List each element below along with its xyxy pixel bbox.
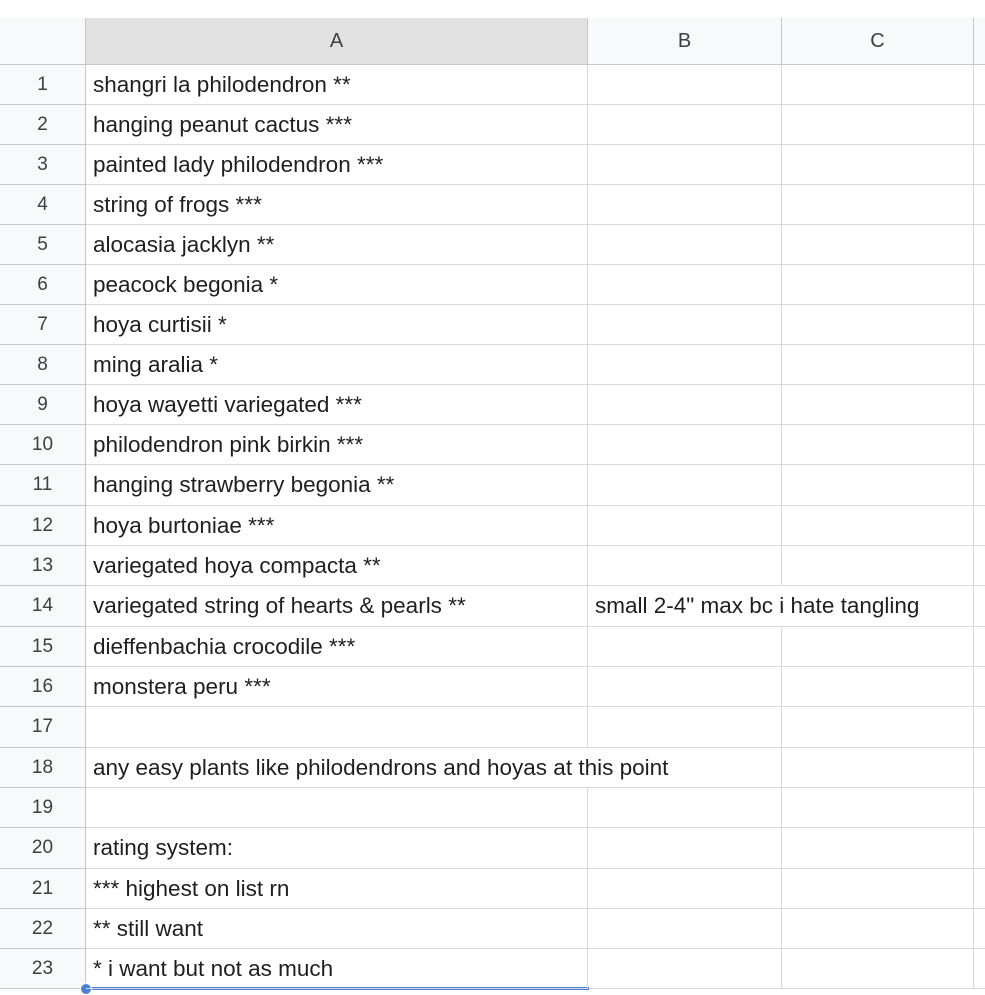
row-header[interactable]: 23 [0, 949, 86, 989]
cell-a8[interactable]: ming aralia * [86, 345, 588, 385]
table-row [0, 506, 985, 546]
row-header[interactable]: 9 [0, 385, 86, 425]
cell-b1[interactable] [588, 65, 782, 105]
cell-a9[interactable]: hoya wayetti variegated *** [86, 385, 588, 425]
cell-c17[interactable] [782, 707, 974, 748]
cell-b4[interactable] [588, 185, 782, 225]
cell-c5[interactable] [782, 225, 974, 265]
cell-d9[interactable] [974, 385, 985, 425]
cell-b10[interactable] [588, 425, 782, 465]
table-row [0, 105, 985, 145]
cell-c15[interactable] [782, 627, 974, 667]
cell-c20[interactable] [782, 828, 974, 869]
cell-a17[interactable] [86, 707, 588, 748]
cell-d15[interactable] [974, 627, 985, 667]
cell-a18[interactable]: any easy plants like philodendrons and hoyas at this point [86, 748, 588, 788]
cell-b11[interactable] [588, 465, 782, 506]
table-row [0, 949, 985, 989]
column-header-row [0, 18, 985, 65]
cell-c13[interactable] [782, 546, 974, 586]
cell-d20[interactable] [974, 828, 985, 869]
cell-a16[interactable]: monstera peru *** [86, 667, 588, 707]
cell-a14[interactable]: variegated string of hearts & pearls ** [86, 586, 588, 627]
cell-b6[interactable] [588, 265, 782, 305]
cell-b5[interactable] [588, 225, 782, 265]
table-row [0, 869, 985, 909]
cell-c19[interactable] [782, 788, 974, 828]
cell-b22[interactable] [588, 909, 782, 949]
cell-a11[interactable]: hanging strawberry begonia ** [86, 465, 588, 506]
cell-c8[interactable] [782, 345, 974, 385]
row-header[interactable]: 15 [0, 627, 86, 667]
cell-b15[interactable] [588, 627, 782, 667]
cell-c22[interactable] [782, 909, 974, 949]
cell-c7[interactable] [782, 305, 974, 345]
row-header[interactable]: 12 [0, 506, 86, 546]
cell-a2[interactable]: hanging peanut cactus *** [86, 105, 588, 145]
cell-a10[interactable]: philodendron pink birkin *** [86, 425, 588, 465]
row-header[interactable]: 22 [0, 909, 86, 949]
cell-d19[interactable] [974, 788, 985, 828]
cell-a6[interactable]: peacock begonia * [86, 265, 588, 305]
cell-d10[interactable] [974, 425, 985, 465]
row-header[interactable]: 4 [0, 185, 86, 225]
row-header[interactable]: 16 [0, 667, 86, 707]
table-row [0, 667, 985, 707]
table-row [0, 145, 985, 185]
cell-d2[interactable] [974, 105, 985, 145]
table-row [0, 909, 985, 949]
cell-d22[interactable] [974, 909, 985, 949]
cell-b19[interactable] [588, 788, 782, 828]
row-header[interactable]: 14 [0, 586, 86, 627]
cell-b3[interactable] [588, 145, 782, 185]
column-header-b[interactable]: B [588, 18, 782, 65]
cell-d3[interactable] [974, 145, 985, 185]
row-header[interactable]: 21 [0, 869, 86, 909]
cell-d18[interactable] [974, 748, 985, 788]
table-row [0, 627, 985, 667]
table-row [0, 225, 985, 265]
table-row [0, 546, 985, 586]
cell-c23[interactable] [782, 949, 974, 989]
cell-d14[interactable] [974, 586, 985, 627]
table-row [0, 586, 985, 627]
table-row [0, 185, 985, 225]
cell-a22[interactable]: ** still want [86, 909, 588, 949]
cell-d17[interactable] [974, 707, 985, 748]
cell-a5[interactable]: alocasia jacklyn ** [86, 225, 588, 265]
cell-c2[interactable] [782, 105, 974, 145]
column-header-a[interactable]: A [86, 18, 588, 65]
cell-a13[interactable]: variegated hoya compacta ** [86, 546, 588, 586]
cell-c12[interactable] [782, 506, 974, 546]
cell-b9[interactable] [588, 385, 782, 425]
cell-a7[interactable]: hoya curtisii * [86, 305, 588, 345]
cell-a20[interactable]: rating system: [86, 828, 588, 869]
cell-c21[interactable] [782, 869, 974, 909]
cell-a4[interactable]: string of frogs *** [86, 185, 588, 225]
cell-d1[interactable] [974, 65, 985, 105]
cell-b17[interactable] [588, 707, 782, 748]
cell-b2[interactable] [588, 105, 782, 145]
cell-d7[interactable] [974, 305, 985, 345]
table-row [0, 425, 985, 465]
cell-d13[interactable] [974, 546, 985, 586]
cell-b21[interactable] [588, 869, 782, 909]
toolbar-area [0, 0, 985, 18]
row-header[interactable]: 18 [0, 748, 86, 788]
cell-c3[interactable] [782, 145, 974, 185]
row-header[interactable]: 11 [0, 465, 86, 506]
cell-a21[interactable]: *** highest on list rn [86, 869, 588, 909]
cell-b20[interactable] [588, 828, 782, 869]
cell-d5[interactable] [974, 225, 985, 265]
cell-c6[interactable] [782, 265, 974, 305]
row-header[interactable]: 17 [0, 707, 86, 748]
cell-b7[interactable] [588, 305, 782, 345]
cell-d8[interactable] [974, 345, 985, 385]
row-header[interactable]: 8 [0, 345, 86, 385]
cell-a15[interactable]: dieffenbachia crocodile *** [86, 627, 588, 667]
row-header[interactable]: 2 [0, 105, 86, 145]
cell-a23[interactable]: * i want but not as much [86, 949, 588, 989]
row-header[interactable]: 1 [0, 65, 86, 105]
row-header[interactable]: 5 [0, 225, 86, 265]
table-row [0, 385, 985, 425]
row-header[interactable]: 6 [0, 265, 86, 305]
cell-c11[interactable] [782, 465, 974, 506]
table-row [0, 265, 985, 305]
cell-c10[interactable] [782, 425, 974, 465]
table-row [0, 65, 985, 105]
cell-c9[interactable] [782, 385, 974, 425]
cell-c4[interactable] [782, 185, 974, 225]
cell-a3[interactable]: painted lady philodendron *** [86, 145, 588, 185]
cell-d6[interactable] [974, 265, 985, 305]
table-row [0, 465, 985, 506]
table-row [0, 345, 985, 385]
table-row [0, 305, 985, 345]
table-row [0, 748, 985, 788]
cell-b12[interactable] [588, 506, 782, 546]
row-header[interactable]: 13 [0, 546, 86, 586]
cell-c16[interactable] [782, 667, 974, 707]
select-all-corner[interactable] [0, 18, 86, 65]
row-header[interactable]: 19 [0, 788, 86, 828]
table-row [0, 707, 985, 748]
table-row [0, 788, 985, 828]
cell-a12[interactable]: hoya burtoniae *** [86, 506, 588, 546]
cell-b14[interactable]: small 2-4" max bc i hate tangling [588, 586, 782, 627]
cell-d11[interactable] [974, 465, 985, 506]
row-header[interactable]: 20 [0, 828, 86, 869]
cell-b16[interactable] [588, 667, 782, 707]
row-header[interactable]: 10 [0, 425, 86, 465]
cell-d21[interactable] [974, 869, 985, 909]
cell-d4[interactable] [974, 185, 985, 225]
cell-b8[interactable] [588, 345, 782, 385]
cell-b23[interactable] [588, 949, 782, 989]
cell-b13[interactable] [588, 546, 782, 586]
cell-d23[interactable] [974, 949, 985, 989]
spreadsheet-grid [0, 18, 985, 993]
table-row [0, 828, 985, 869]
cell-d12[interactable] [974, 506, 985, 546]
cell-a19[interactable] [86, 788, 588, 828]
cell-c18[interactable] [782, 748, 974, 788]
cell-a1[interactable]: shangri la philodendron ** [86, 65, 588, 105]
row-header[interactable]: 3 [0, 145, 86, 185]
column-header-c[interactable]: C [782, 18, 974, 65]
column-header-d[interactable] [974, 18, 985, 65]
cell-c1[interactable] [782, 65, 974, 105]
cell-d16[interactable] [974, 667, 985, 707]
row-header[interactable]: 7 [0, 305, 86, 345]
